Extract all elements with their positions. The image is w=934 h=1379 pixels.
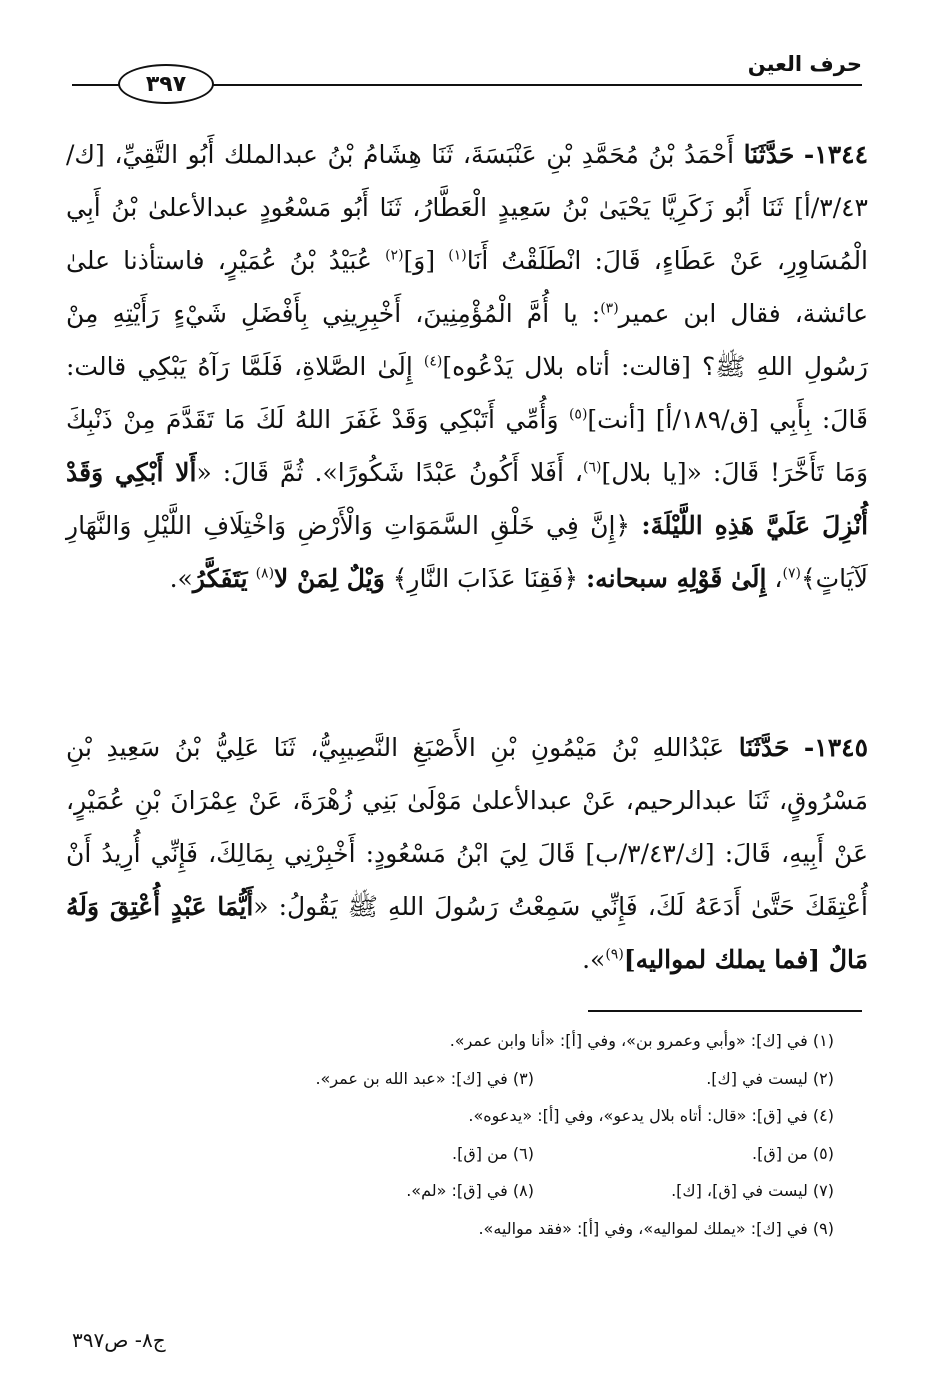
footnote-row [110, 1210, 834, 1248]
hadith-1344 [66, 128, 868, 605]
hadith-text: [وَ] [403, 246, 436, 275]
hadith-text: إِلَىٰ الصَّلاةِ، فَلَمَّا رَآهُ يَبْكِي قالت: قَالَ: بِأَبِي [ق/١٨٩/أ] [أنت] [66, 352, 869, 434]
footnote-rule [588, 1010, 862, 1012]
footnote: (٢) ليست في [ك]. [706, 1068, 834, 1088]
footnote: (٩) في [ك]: «يملك لمواليه»، وفي [أ]: «فقد مواليه». [478, 1218, 834, 1238]
footnote: (٧) ليست في [ق]، [ك]. [671, 1181, 834, 1201]
page-number-badge: ٣٩٧ [118, 64, 214, 104]
quran-verse: ﴿إِنَّ فِي خَلْقِ السَّمَوَاتِ وَالْأَرْضِ وَاخْتِلَافِ اللَّيْلِ وَالنَّهَارِ لَآيَاتٍ﴾ [66, 511, 868, 593]
footnote: (٥) من [ق]. [752, 1143, 834, 1163]
footnote-ref: (٢) [385, 247, 404, 264]
prophet-speech: إِلَىٰ قَوْلِهِ سبحانه: [585, 564, 767, 593]
hadith-text: عَبْدُاللهِ بْنُ مَيْمُونِ بْنِ الأَصْبَغِ النَّصِيبِيُّ، ثَنَا عَلِيُّ بْنُ سَعِيدِ بْنِ مَسْرُوقٍ، ثَنَا عبدالرحيم، عَنْ عبدالأعلىٰ مَوْلَىٰ بَنِي زُهْرَةَ، عَنْ عِمْرَانَ بْنِ عُمَيْرٍ، عَنْ أَبِيهِ، قَالَ: [ك/٣/٤٣/ب] قَالَ لِيَ ابْنُ مَسْعُودٍ: أَخْبِرْنِي بِمَالِكَ، فَإِنِّي أُرِيدُ أَنْ أُعْتِقَكَ حَتَّىٰ أَدَعَهُ لَكَ، فَإِنِّي سَمِعْتُ رَسُولَ اللهِ ﷺ يَقُولُ: « [66, 733, 868, 921]
hadith-number: ١٣٤٤- [803, 140, 868, 169]
footnote-ref: (١) [448, 247, 467, 264]
footnote-row [110, 1172, 834, 1210]
quran-verse: ﴿فَقِنَا عَذَابَ النَّارِ﴾ [392, 564, 578, 593]
footnote-row [110, 1135, 834, 1173]
hadith-text: : يا أُمَّ الْمُؤْمِنِينَ، أَخْبِرِينِي بِأَفْضَلِ شَيْءٍ رَأَيْتِهِ مِنْ رَسُولِ اللهِ ﷺ؟ [قالت: أتاه بلال يَدْعُوه] [66, 299, 868, 381]
footnote-ref: (٩) [605, 946, 624, 963]
hadith-text: ، أَفَلا أَكُونُ عَبْدًا شَكُورًا». ثُمَّ قَالَ: « [196, 458, 583, 487]
hadith-text: وَأُمِّي أَتَبْكِي وَقَدْ غَفَرَ اللهُ لَكَ مَا تَقَدَّمَ مِنْ ذَنْبِكَ وَمَا تَأَخَّرَ! قَالَ: «[يا بلال] [66, 405, 869, 487]
footnote-row [110, 1097, 834, 1135]
running-head: حرف العين [747, 52, 862, 76]
footnote-row [110, 1022, 834, 1060]
prophet-speech: أَلا أَبْكِي وَقَدْ أُنْزِلَ عَلَيَّ هَذِهِ اللَّيْلَةَ: [66, 458, 869, 540]
hadith-text: ». [582, 945, 606, 974]
footnote-ref: (٦) [583, 459, 602, 476]
footnote-ref: (٣) [600, 300, 619, 317]
hadith-text: أَحْمَدُ بْنُ مُحَمَّدِ بْنِ عَنْبَسَةَ، ثَنَا هِشَامُ بْنُ عبدالملك أَبُو التَّقِيِّ، [ك/٣/٤٣/أ] ثَنَا أَبُو زَكَرِيَّا يَحْيَىٰ بْنُ سَعِيدٍ الْعَطَّارُ، ثَنَا أَبُو مَسْعُودٍ عبدالأعلىٰ بْنُ أَبِي الْمُسَاوِرِ، عَنْ عَطَاءٍ، قَالَ: انْطَلَقْتُ أَنَا [66, 140, 869, 275]
hadith-text: ». [169, 564, 193, 593]
footnote-ref: (٨) [255, 565, 275, 582]
footnote: (٤) في [ق]: «قال: أتاه بلال يدعو»، وفي [أ]: «يدعوه». [468, 1106, 834, 1126]
hadith-text: عُبَيْدُ بْنُ عُمَيْرٍ، فاستأذنا علىٰ عائشة، فقال ابن عمير [66, 246, 868, 328]
prophet-speech: أَيُّمَا عَبْدٍ أُعْتِقَ وَلَهُ مَالٌ [فما يملك لمواليه] [66, 892, 868, 974]
hadith-1345 [66, 721, 868, 986]
footnote: (٦) من [ق]. [452, 1143, 534, 1163]
hadith-text: ، [766, 564, 783, 593]
hadith-opening: حَدَّثَنَا [743, 140, 795, 169]
hadith-opening: حَدَّثَنَا [738, 733, 790, 762]
footnote-ref: (٤) [423, 353, 443, 370]
footnote-ref: (٥) [568, 406, 588, 423]
prophet-speech: يَتَفَكَّرُ [192, 564, 248, 593]
footnotes [110, 1022, 834, 1247]
footnote: (٣) في [ك]: «عبد الله بن عمر». [315, 1068, 534, 1088]
footnote: (١) في [ك]: «وأبي وعمرو بن»، وفي [أ]: «أنا وابن عمر». [449, 1031, 834, 1051]
hadith-number: ١٣٤٥- [803, 733, 869, 762]
footnote-ref: (٧) [782, 565, 801, 582]
footnote-row [110, 1060, 834, 1098]
footnote: (٨) في [ق]: «لم». [406, 1181, 534, 1201]
prophet-speech: وَيْلٌ لِمَنْ لا [274, 564, 385, 593]
volume-page-reference: ج٨- ص٣٩٧ [72, 1328, 166, 1352]
